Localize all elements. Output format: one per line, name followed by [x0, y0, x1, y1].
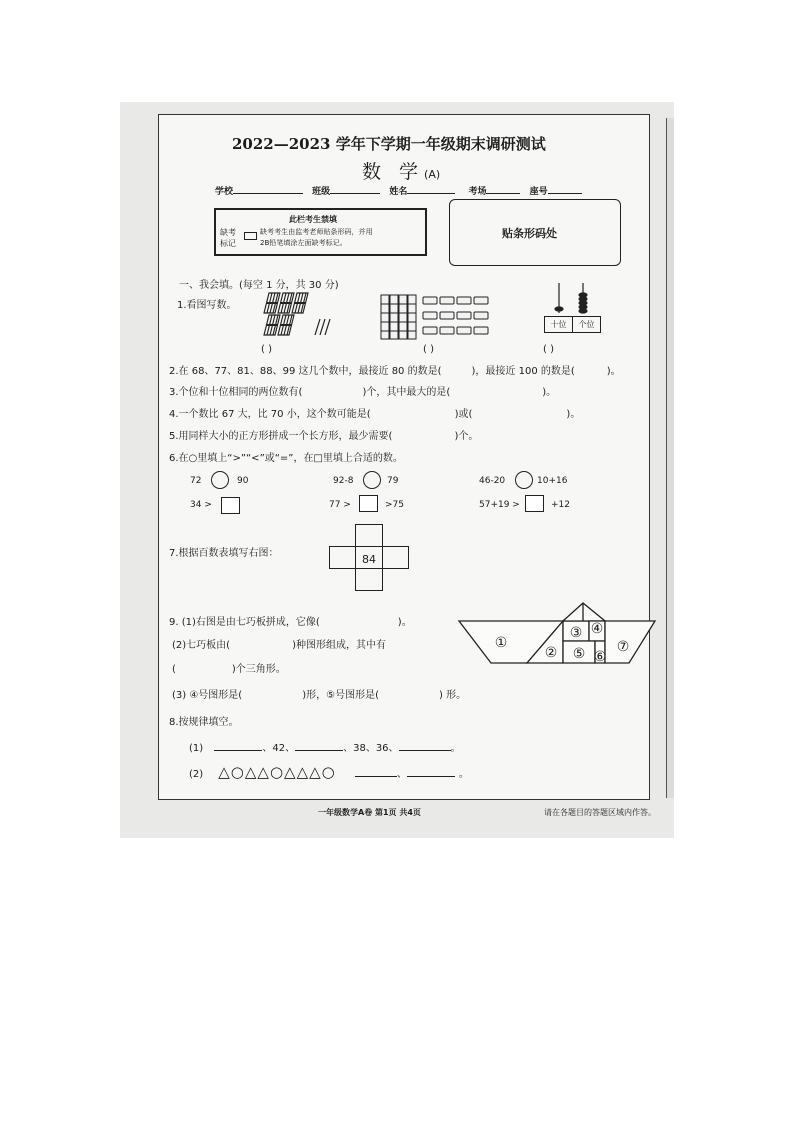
q7-cell-right[interactable] — [382, 546, 409, 569]
q8-line2-blank-2[interactable] — [407, 766, 455, 777]
q9-part2-d: )个三角形。 — [231, 664, 286, 675]
tangram-label-4: ④ — [590, 621, 604, 637]
q6-r2c-left: 57+19 > — [479, 500, 520, 510]
q6-compare-circle-3[interactable] — [515, 471, 533, 489]
q8-line1-blank-1[interactable] — [214, 740, 262, 751]
q3 — [169, 383, 556, 398]
q1-answer-3[interactable]: ( ) — [543, 344, 554, 355]
blocks-image — [377, 293, 497, 343]
room-label: 考场 — [468, 187, 487, 197]
q2 — [169, 362, 621, 377]
q6-r1a-left: 72 — [190, 476, 202, 486]
seat-field[interactable] — [548, 183, 582, 194]
q7-center-number: 84 — [362, 553, 376, 566]
absent-mark-box[interactable] — [244, 232, 257, 240]
q8-line1 — [189, 739, 461, 754]
subject-name: 数 学 — [362, 161, 425, 183]
q6-compare-circle-1[interactable] — [211, 471, 229, 489]
tangram-label-7: ⑦ — [616, 639, 630, 655]
abacus-image — [543, 281, 603, 315]
subject-variant: (A) — [424, 168, 441, 181]
notice-title: 此栏考生禁填 — [289, 215, 337, 224]
q9-part1-b: )。 — [397, 617, 412, 628]
q1-text: 1.看图写数。 — [177, 300, 237, 311]
q8-line1-c: 。 — [450, 743, 461, 754]
q8-line2-index: (2) — [189, 769, 204, 780]
q1-answer-2[interactable]: ( ) — [423, 344, 434, 355]
q6-fill-box-1[interactable] — [221, 497, 240, 514]
q4-text-a: 4.一个数比 67 大，比 70 小，这个数可能是( — [169, 409, 371, 420]
q9-part2-c: ( — [172, 664, 176, 675]
seat-label: 座号 — [529, 187, 548, 197]
q6-r2b-right: >75 — [385, 500, 404, 510]
abacus-ones-label: 个位 — [578, 320, 595, 329]
q4-text-b: )或( — [454, 409, 473, 420]
q6-compare-circle-2[interactable] — [363, 471, 381, 489]
q8-line1-b: 、38、36、 — [343, 743, 399, 754]
q4-text-c: )。 — [566, 409, 581, 420]
q6-fill-box-3[interactable] — [525, 495, 544, 512]
q8-line2-sep: 、 — [396, 769, 407, 780]
q6-r1c-left: 46-20 — [479, 476, 506, 486]
footer-note: 请在各题目的答题区域内作答。 — [544, 808, 656, 817]
absent-label-1: 缺考 — [220, 228, 236, 237]
q9-part2-a: (2)七巧板由( — [172, 640, 231, 651]
q7-cell-bottom[interactable] — [355, 568, 383, 591]
room-field[interactable] — [486, 183, 520, 194]
subject-title — [362, 157, 440, 184]
q6-r2a-left: 34 > — [190, 500, 212, 510]
tangram-label-6: ⑥ — [593, 649, 607, 665]
q5 — [169, 427, 478, 442]
notice-text-1: 缺考考生由监考老师贴条形码，并用 — [260, 227, 373, 236]
q4 — [169, 405, 580, 420]
class-label: 班级 — [312, 187, 331, 197]
q8-line1-blank-2[interactable] — [295, 740, 343, 751]
exam-sheet — [158, 114, 650, 800]
name-label: 姓名 — [389, 187, 408, 197]
q8-line1-a: 、42、 — [262, 743, 296, 754]
q3-text-b: )个，其中最大的是( — [362, 387, 451, 398]
q6-fill-box-2[interactable] — [359, 495, 378, 512]
q8-line1-index: (1) — [189, 743, 204, 754]
q8-shape-pattern: △○△△○△△△○ — [218, 763, 336, 781]
notice-text-2: 2B铅笔填涂左面缺考标记。 — [260, 238, 347, 247]
q9-part3-b: )形，⑤号图形是( — [302, 690, 379, 701]
tangram-label-1: ① — [494, 635, 508, 651]
next-page-edge — [666, 118, 674, 798]
q3-text-c: )。 — [542, 387, 557, 398]
tangram-piece-top — [563, 603, 605, 621]
school-label: 学校 — [215, 187, 234, 197]
q6-r2c-right: +12 — [551, 500, 570, 510]
exam-title: 2022—2023 学年下学期一年级期末调研测试 — [232, 135, 546, 153]
q9-part1-a: 9. (1)右图是由七巧板拼成，它像( — [169, 617, 320, 628]
barcode-label: 贴条形码处 — [502, 227, 557, 240]
q2-text-a: 2.在 68、77、81、88、99 这几个数中，最接近 80 的数是( — [169, 366, 442, 377]
name-field[interactable] — [407, 183, 455, 194]
q5-text-a: 5.用同样大小的正方形拼成一个长方形，最少需要( — [169, 431, 393, 442]
notice-box — [214, 208, 427, 256]
q6-r1a-right: 90 — [237, 476, 249, 486]
q8-line2-end: 。 — [458, 769, 469, 780]
q2-text-c: )。 — [606, 366, 621, 377]
tangram-label-3: ③ — [569, 625, 583, 641]
q2-text-b: )，最接近 100 的数是( — [471, 366, 575, 377]
absent-label-2: 标记 — [220, 239, 236, 248]
q7-cell-left[interactable] — [329, 546, 356, 569]
footer-page-info: 一年级数学A卷 第1页 共4页 — [318, 808, 421, 817]
q8-text: 8.按规律填空。 — [169, 717, 239, 728]
q6-text: 6.在○里填上“>”“<”或“=”，在□里填上合适的数。 — [169, 453, 403, 464]
q9-part3 — [172, 686, 466, 701]
q9-part2 — [172, 636, 386, 651]
q7-text: 7.根据百数表填写右图： — [169, 548, 279, 559]
q9-part2-b: )种图形组成，其中有 — [292, 640, 386, 651]
q1-answer-1[interactable]: ( ) — [261, 344, 272, 355]
abacus-tens-label: 十位 — [545, 317, 573, 332]
photo-frame — [120, 102, 674, 838]
school-field[interactable] — [233, 183, 303, 194]
tangram-boat-figure — [457, 601, 661, 667]
q9-part2-cont — [172, 660, 286, 675]
q9-part3-a: (3) ④号图形是( — [172, 690, 243, 701]
tangram-piece-7 — [605, 621, 655, 663]
q7-cell-center — [355, 546, 383, 569]
barcode-area — [449, 199, 621, 266]
q6-r1b-right: 79 — [387, 476, 399, 486]
q8-line2 — [189, 762, 469, 781]
class-field[interactable] — [330, 183, 380, 194]
q3-text-a: 3.个位和十位相同的两位数有( — [169, 387, 303, 398]
q6-r1b-left: 92-8 — [333, 476, 354, 486]
q6-r2b-left: 77 > — [329, 500, 351, 510]
bundled-sticks-image — [263, 289, 343, 345]
q9-part1 — [169, 613, 412, 628]
abacus-place-table — [544, 316, 601, 333]
tangram-label-5: ⑤ — [572, 646, 586, 662]
tangram-label-2: ② — [544, 645, 558, 661]
q9-part3-c: ) 形。 — [439, 690, 467, 701]
student-info-row — [215, 183, 582, 197]
q5-text-b: )个。 — [454, 431, 479, 442]
q8-line1-blank-3[interactable] — [399, 740, 451, 751]
q6-r1c-right: 10+16 — [537, 476, 568, 486]
section-title: 一、我会填。(每空 1 分，共 30 分) — [179, 280, 339, 291]
q7-cell-top[interactable] — [355, 524, 383, 547]
q8-line2-blank-1[interactable] — [355, 766, 397, 777]
